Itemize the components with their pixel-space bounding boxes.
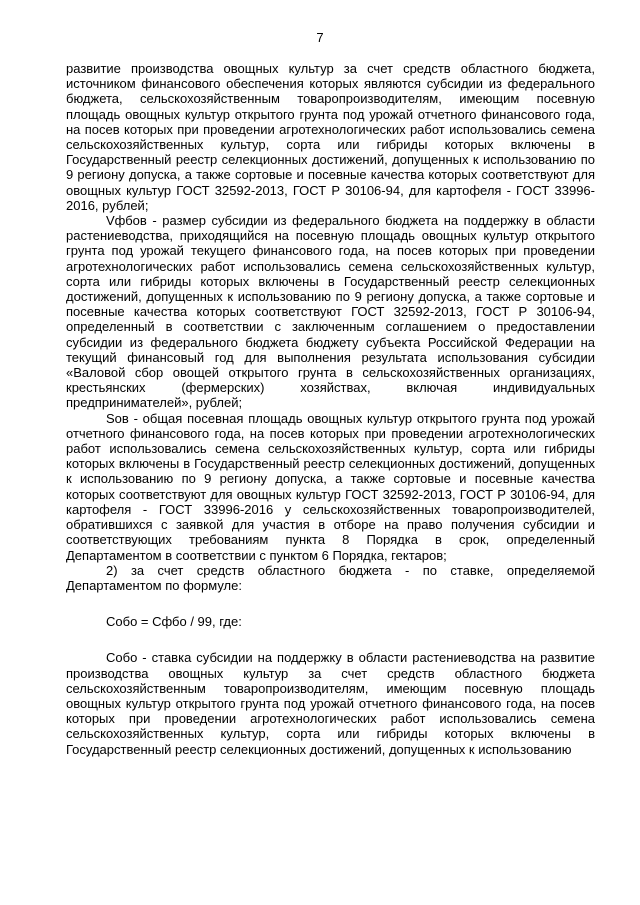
paragraph-sov-definition: Sов - общая посевная площадь овощных культур открытого грунта под урожай отчетного финансового года, на посев которых при проведении агротехнологических работ использовались семена сельскохозяйственных культур, сорта или гибриды которых включены в Государственный реестр селекционных достижений, допущенных к использованию по 9 региону допуска, а также сортовые и посевные качества которых соответствуют для овощных культур ГОСТ 32592-2013, ГОСТ Р 30106-94, для картофеля - ГОСТ 33996-2016 у сельскохозяйственных товаропроизводителей, обратившихся с заявкой для участия в отборе на право получения субсидии и соответствующих требованиям пункта 8 Порядка в срок, определенный Департаментом в соответствии с пунктом 6 Порядка, гектаров;	[66, 410, 595, 563]
page-number: 7	[316, 30, 324, 45]
formula: Собо = Сфбо / 99, где:	[106, 614, 242, 630]
paragraph-regional-budget: 2) за счет средств областного бюджета - по ставке, определяемой Департаментом по формуле:	[66, 562, 595, 593]
paragraph-continuation: развитие производства овощных культур за счет средств областного бюджета, источником финансового обеспечения которых являются субсидии из федерального бюджета, сельскохозяйственным товаропроизводителям, имеющим посевную площадь овощных культур открытого грунта под урожай отчетного финансового года, на посев которых при проведении агротехнологических работ использовались семена сельскохозяйственных культур, сорта или гибриды которых включены в Государственный реестр селекционных достижений, допущенных к использованию по 9 региону допуска, а также сортовые и посевные качества которых соответствуют для овощных культур ГОСТ 32592-2013, ГОСТ Р 30106-94, для картофеля - ГОСТ 33996-2016, рублей;	[66, 61, 595, 213]
document-body	[66, 61, 595, 757]
paragraph-vfbov-definition: Vфбов - размер субсидии из федерального бюджета на поддержку в области растениеводства, приходящийся на посевную площадь овощных культур открытого грунта под урожай текущего финансового года, на посев которых при проведении агротехнологических работ использовались семена сельскохозяйственных культур, сорта или гибриды которых включены в Государственный реестр селекционных достижений, допущенных к использованию по 9 региону допуска, а также сортовые и посевные качества которых соответствуют ГОСТ 32592-2013, ГОСТ Р 30106-94, определенный в соответствии с заключенным соглашением о предоставлении субсидии из федерального бюджета бюджету субъекта Российской Федерации на текущий финансовый год для выполнения результата использования субсидии «Валовой сбор овощей открытого грунта в сельскохозяйственных организациях, крестьянских (фермерских) хозяйствах, включая индивидуальных предпринимателей», рублей;	[66, 213, 595, 411]
paragraph-sobo-definition: Собо - ставка субсидии на поддержку в области растениеводства на развитие производства овощных культур за счет средств областного бюджета сельскохозяйственным товаропроизводителям, имеющим посевную площадь овощных культур открытого грунта под урожай отчетного финансового года, на посев которых при проведении агротехнологических работ использовались семена сельскохозяйственных культур, сорта или гибриды которых включены в Государственный реестр селекционных достижений, допущенных к использованию	[66, 650, 595, 757]
